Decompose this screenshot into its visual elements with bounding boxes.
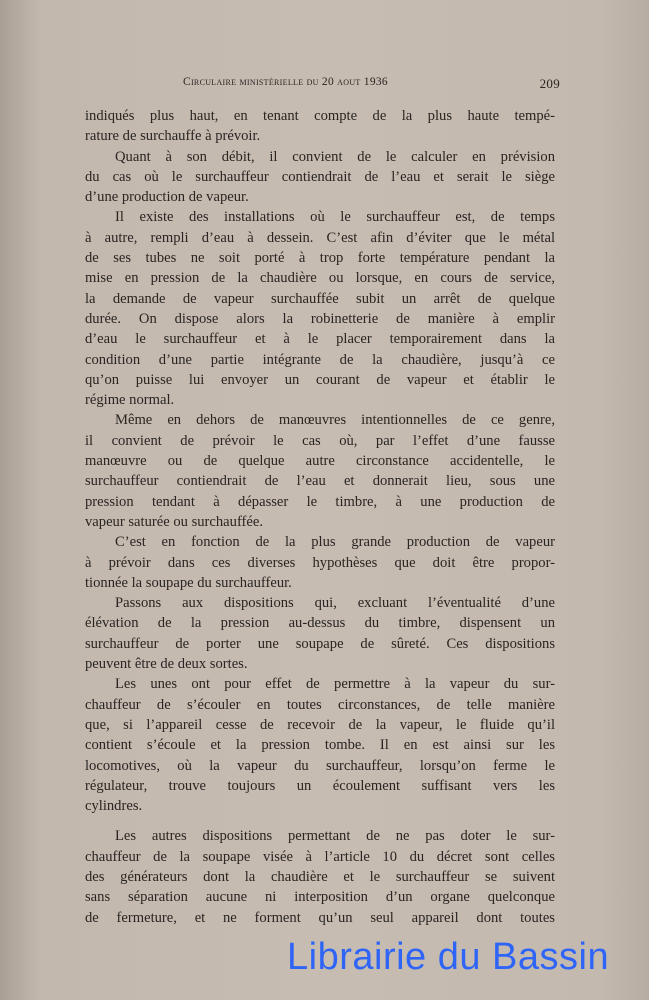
text-line: de ses tubes ne soit porté à trop forte température pendant la xyxy=(85,250,555,267)
paragraph xyxy=(85,106,555,147)
text-line: régime normal. xyxy=(85,392,175,409)
text-line: peuvent être de deux sortes. xyxy=(85,656,248,673)
text-line: surchauffeur de porter une soupape de sûreté. Ces dispositions xyxy=(85,635,555,652)
paragraph xyxy=(85,147,555,208)
text-line: d’eau le surchauffeur et à le placer temporairement dans la xyxy=(85,331,555,348)
text-line: qu’on puisse lui envoyer un courant de vapeur et établir le xyxy=(85,371,555,388)
text-line: chauffeur de s’écouler en toutes circonstances, de telle manière xyxy=(85,696,555,713)
text-line: à autre, rempli d’eau à dessein. C’est afin d’éviter que le métal xyxy=(85,229,555,246)
text-line: rature de surchauffe à prévoir. xyxy=(85,128,261,145)
text-line: mise en pression de la chaudière ou lorsque, en cours de service, xyxy=(85,270,555,287)
text-line: vapeur saturée ou surchauffée. xyxy=(85,513,264,530)
text-line: Même en dehors de manœuvres intentionnelles de ce genre, xyxy=(115,412,555,429)
text-line: locomotives, où la vapeur du surchauffeur, lorsqu’on ferme le xyxy=(85,757,555,774)
text-line: surchauffeur contiendrait de l’eau et donnerait lieu, sous une xyxy=(85,473,555,490)
text-line: tionnée la soupape du surchauffeur. xyxy=(85,574,292,591)
text-line: manœuvre ou de quelque autre circonstance accidentelle, le xyxy=(85,453,555,470)
running-header xyxy=(85,76,560,96)
paragraph xyxy=(85,593,555,674)
text-line: des générateurs dont la chaudière et le surchauffeur se suivent xyxy=(85,868,555,885)
text-line: durée. On dispose alors la robinetterie de manière à emplir xyxy=(85,310,555,327)
watermark: Librairie du Bassin xyxy=(287,936,610,978)
text-line: d’une production de vapeur. xyxy=(85,189,249,206)
paragraph xyxy=(85,532,555,593)
text-line: contient s’écoule et la pression tombe. Il en est ainsi sur les xyxy=(85,737,555,754)
text-line: indiqués plus haut, en tenant compte de la plus haute tempé- xyxy=(85,108,555,124)
text-line: C’est en fonction de la plus grande production de vapeur xyxy=(115,534,555,551)
body-text xyxy=(85,106,555,928)
text-line: que, si l’appareil cesse de recevoir de la vapeur, le fluide qu’il xyxy=(85,716,555,733)
text-line: Il existe des installations où le surchauffeur est, de temps xyxy=(115,209,555,226)
text-line: pression tendant à dépasser le timbre, à une production de xyxy=(85,493,555,510)
text-line: élévation de la pression au-dessus du timbre, dispensent un xyxy=(85,615,555,632)
header-title: Circulaire ministérielle du 20 aout 1936 xyxy=(183,76,388,88)
text-line: Les autres dispositions permettant de ne pas doter le sur- xyxy=(115,828,555,845)
text-line: cylindres. xyxy=(85,798,143,815)
text-line: condition d’une partie intégrante de la chaudière, jusqu’à ce xyxy=(85,351,555,368)
paragraph xyxy=(85,674,555,816)
text-line: Quant à son débit, il convient de le calculer en prévision xyxy=(115,148,555,165)
text-line: Les unes ont pour effet de permettre à la vapeur du sur- xyxy=(115,676,555,693)
text-line: à prévoir dans ces diverses hypothèses que doit être propor- xyxy=(85,554,555,571)
text-line: du cas où le surchauffeur contiendrait de l’eau et serait le siège xyxy=(85,168,555,185)
text-line: Passons aux dispositions qui, excluant l’éventualité d’une xyxy=(115,595,555,612)
text-line: régulateur, trouve toujours un écoulement suffisant vers les xyxy=(85,777,555,794)
paragraph xyxy=(85,410,555,532)
text-line: sans séparation aucune ni interposition d’un organe quelconque xyxy=(85,889,555,906)
page-number: 209 xyxy=(539,76,560,91)
text-line: il convient de prévoir le cas où, par l’effet d’une fausse xyxy=(85,432,555,449)
text-line: chauffeur de la soupape visée à l’article 10 du décret sont celles xyxy=(85,848,555,865)
text-line: de fermeture, et ne forment qu’un seul appareil dont toutes xyxy=(85,909,555,926)
paragraph xyxy=(85,826,555,927)
text-line: la demande de vapeur surchauffée subit un arrêt de quelque xyxy=(85,290,555,307)
paragraph xyxy=(85,207,555,410)
